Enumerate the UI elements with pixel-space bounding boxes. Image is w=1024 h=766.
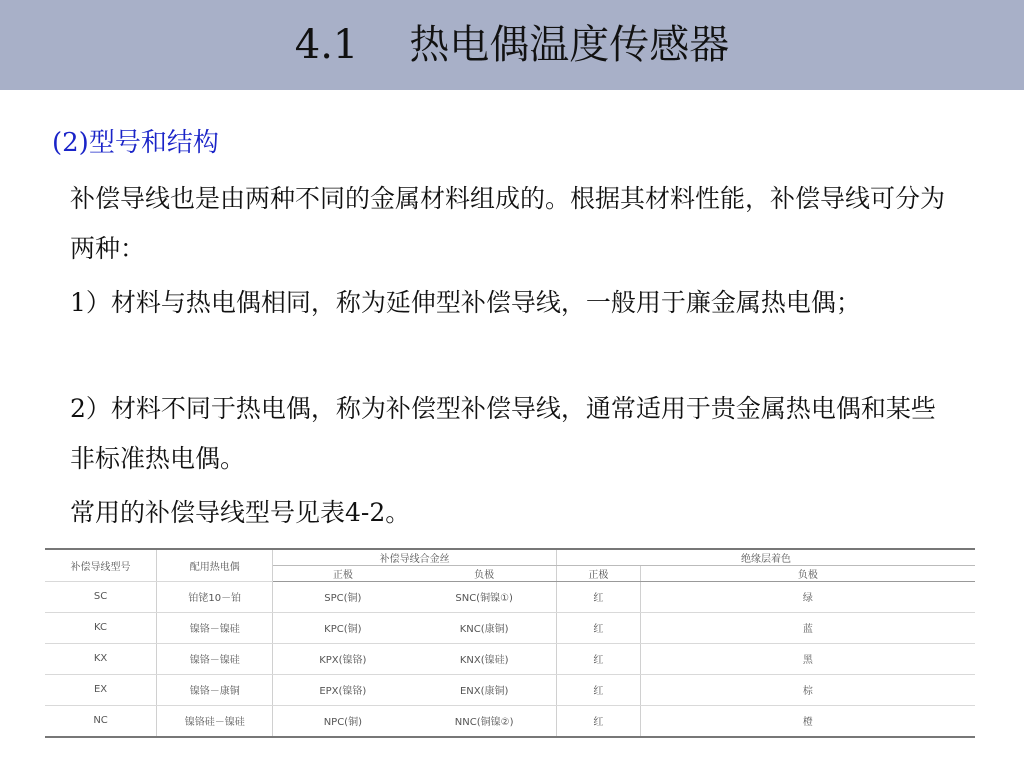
cell-insulation-negative: 橙 [640, 705, 975, 737]
cell-insulation-positive: 红 [556, 643, 640, 674]
cell-alloy-negative: NNC(铜镍②) [412, 705, 556, 737]
cell-model: KX [45, 643, 157, 674]
paragraph-item-2: 2）材料不同于热电偶，称为补偿型补偿导线，通常适用于贵金属热电偶和某些非标准热电偶。 [70, 394, 936, 473]
paragraph-intro: 补偿导线也是由两种不同的金属材料组成的。根据其材料性能，补偿导线可分为两种： [70, 184, 946, 263]
cell-model: NC [45, 705, 157, 737]
cell-thermocouple: 镍铬硅－镍硅 [157, 705, 273, 737]
slide-title: 4.1 热电偶温度传感器 [294, 22, 730, 68]
header-alloy-positive: 正极 [273, 566, 413, 582]
header-alloy-group: 补偿导线合金丝 [273, 549, 557, 566]
cell-thermocouple: 铂铑10－铂 [157, 582, 273, 613]
cell-alloy-positive: KPX(镍铬) [273, 643, 413, 674]
cell-insulation-positive: 红 [556, 612, 640, 643]
paragraph-item-1: 1）材料与热电偶相同，称为延伸型补偿导线，一般用于廉金属热电偶； [70, 288, 861, 317]
header-insulation-positive: 正极 [556, 566, 640, 582]
table-row [45, 582, 975, 613]
header-thermocouple: 配用热电偶 [157, 549, 273, 582]
cell-insulation-positive: 红 [556, 582, 640, 613]
table-row [45, 612, 975, 643]
header-model: 补偿导线型号 [45, 549, 157, 582]
cell-insulation-negative: 棕 [640, 674, 975, 705]
section-subtitle: (2)型号和结构 [52, 128, 219, 158]
cell-insulation-positive: 红 [556, 705, 640, 737]
cell-thermocouple: 镍铬－康铜 [157, 674, 273, 705]
paragraph-table-ref: 常用的补偿导线型号见表4-2。 [70, 498, 411, 527]
cell-alloy-positive: NPC(铜) [273, 705, 413, 737]
table-header-row [45, 549, 975, 566]
cell-insulation-negative: 黑 [640, 643, 975, 674]
cell-model: KC [45, 612, 157, 643]
table-row [45, 643, 975, 674]
cell-alloy-positive: EPX(镍铬) [273, 674, 413, 705]
header-insulation-negative: 负极 [640, 566, 975, 582]
cell-alloy-negative: KNX(镍硅) [412, 643, 556, 674]
cell-alloy-negative: ENX(康铜) [412, 674, 556, 705]
cell-insulation-negative: 蓝 [640, 612, 975, 643]
cell-alloy-positive: KPC(铜) [273, 612, 413, 643]
compensation-wire-table [45, 548, 975, 738]
cell-alloy-negative: KNC(康铜) [412, 612, 556, 643]
cell-insulation-negative: 绿 [640, 582, 975, 613]
cell-insulation-positive: 红 [556, 674, 640, 705]
spec-table [45, 548, 975, 738]
cell-thermocouple: 镍铬－镍硅 [157, 612, 273, 643]
table-row [45, 674, 975, 705]
cell-alloy-positive: SPC(铜) [273, 582, 413, 613]
header-insulation-group: 绝缘层着色 [556, 549, 975, 566]
header-alloy-negative: 负极 [412, 566, 556, 582]
cell-thermocouple: 镍铬－镍硅 [157, 643, 273, 674]
cell-model: EX [45, 674, 157, 705]
table-row [45, 705, 975, 737]
cell-alloy-negative: SNC(铜镍①) [412, 582, 556, 613]
cell-model: SC [45, 582, 157, 613]
